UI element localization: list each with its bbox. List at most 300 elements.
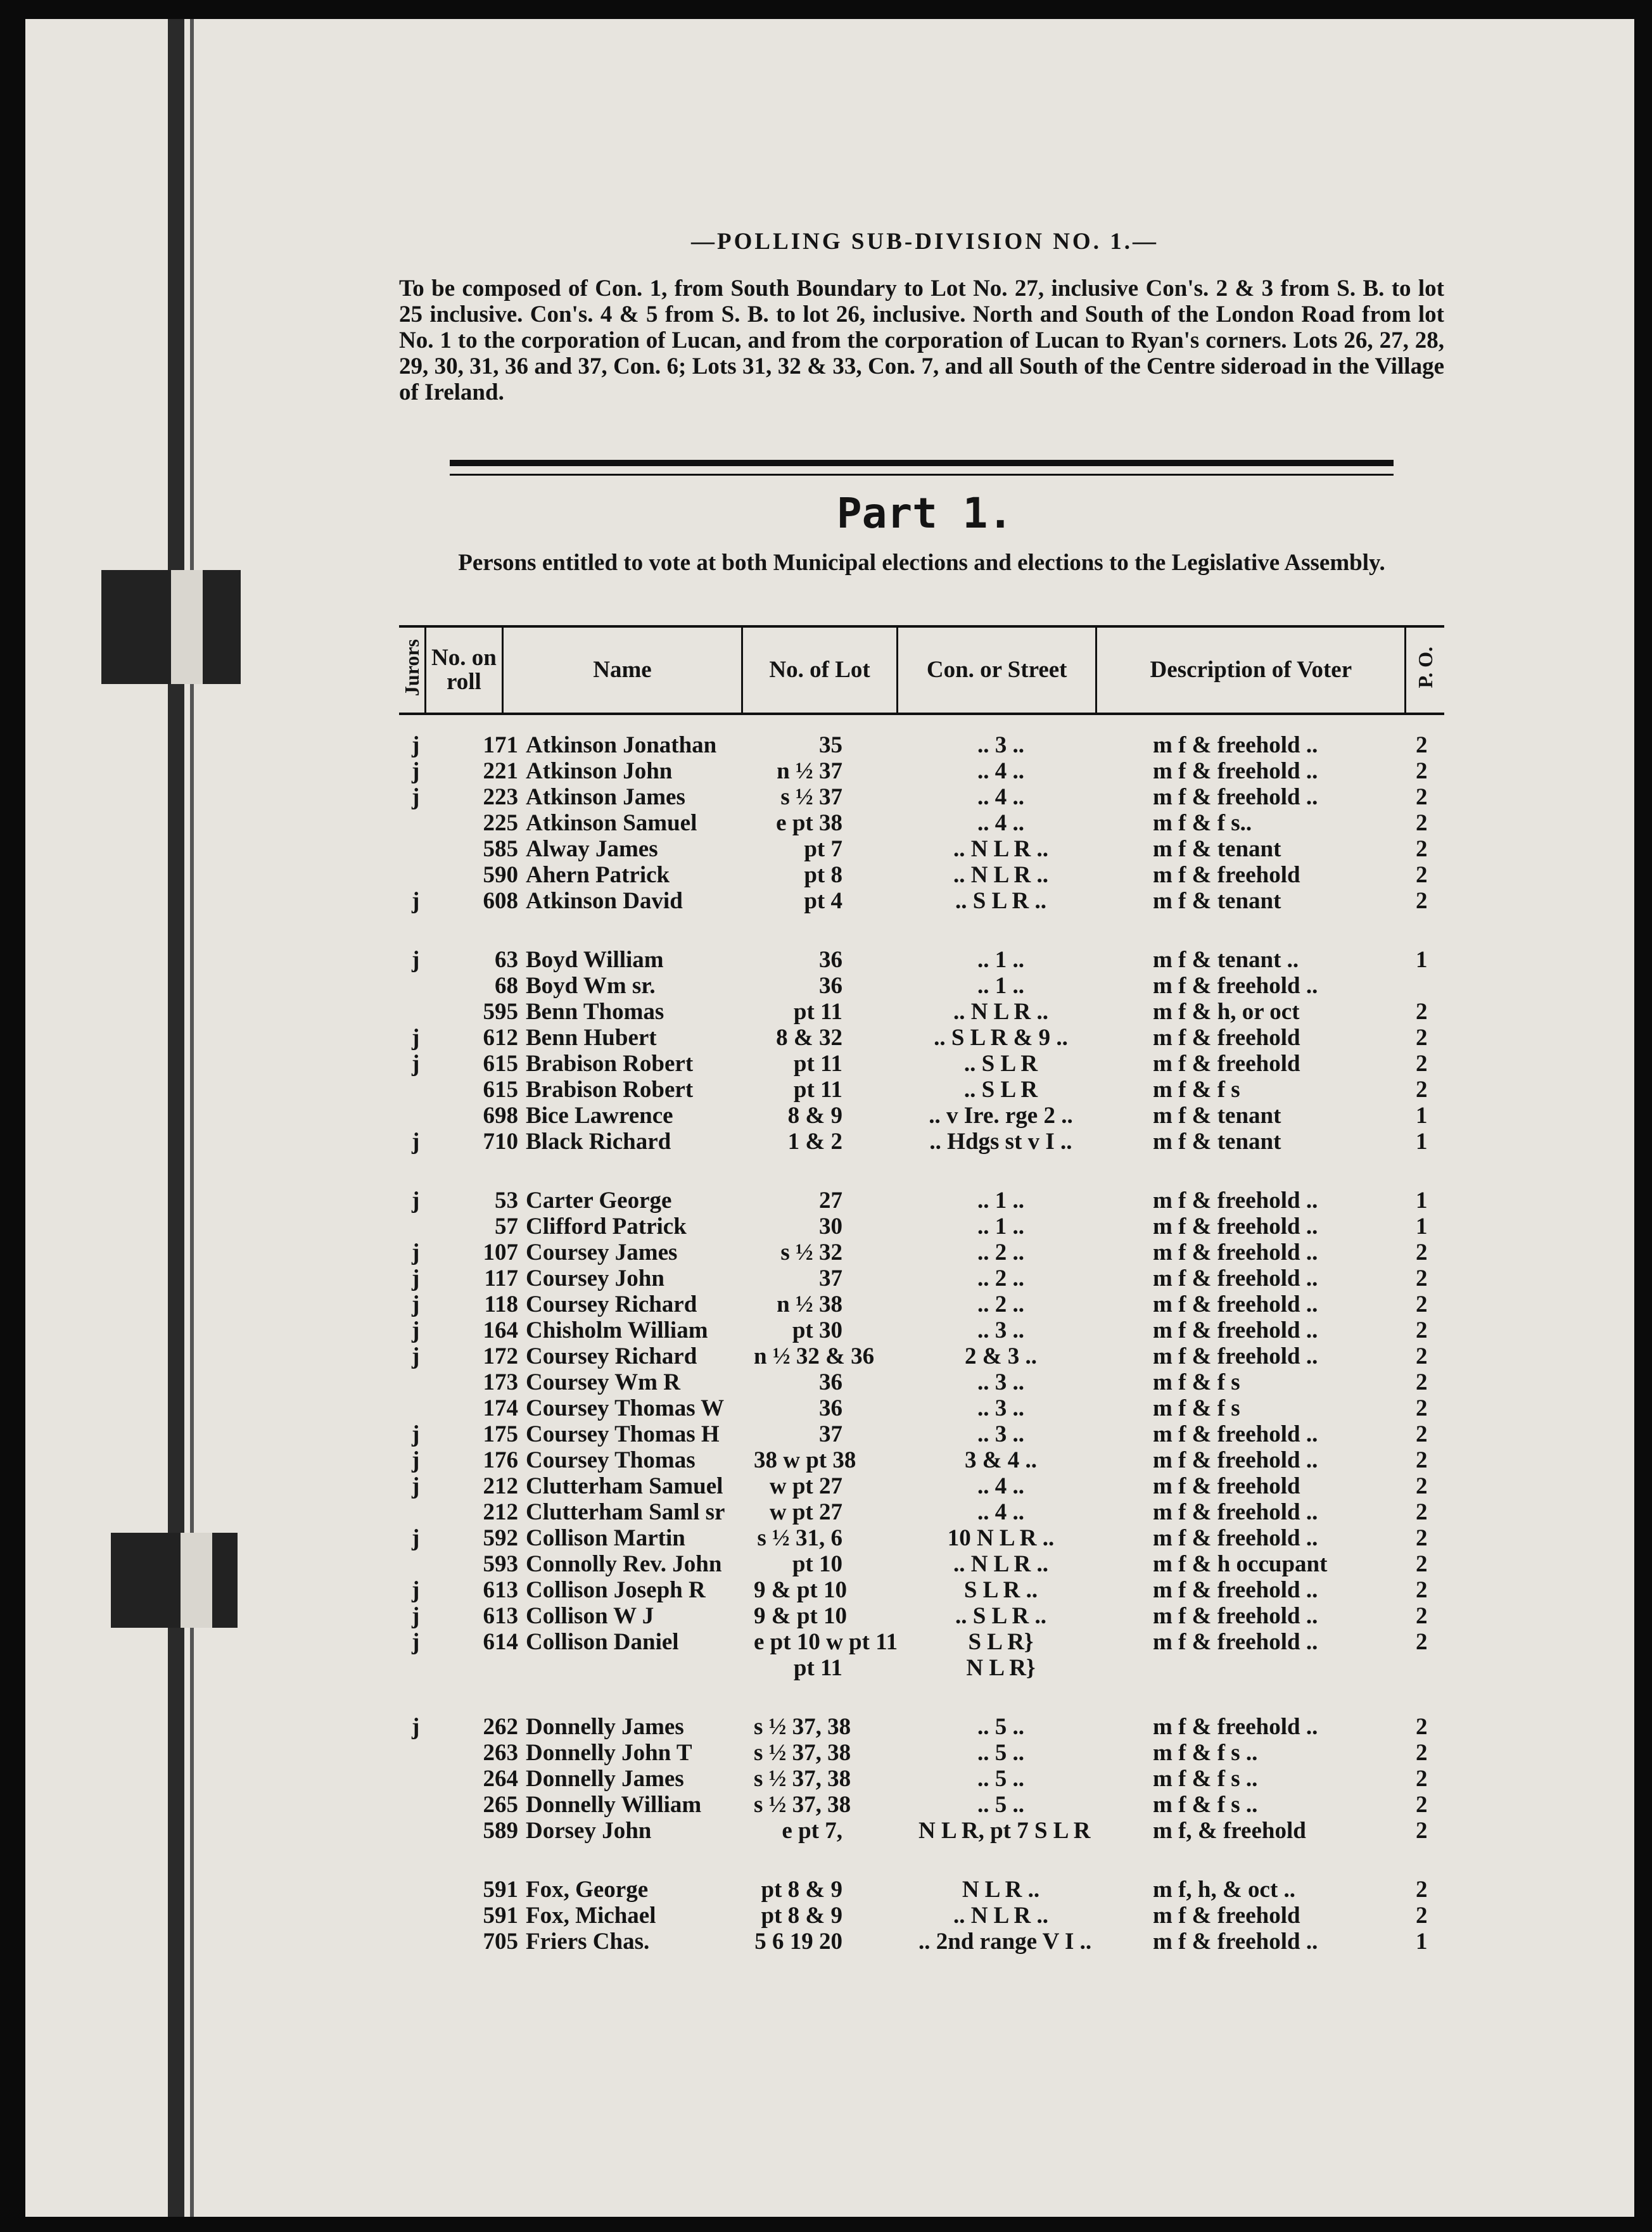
voter-description: m f & freehold .. (1153, 1265, 1318, 1291)
roll-number: 225 (483, 810, 518, 836)
table-row (399, 1050, 1444, 1076)
juror-mark: j (412, 1603, 420, 1629)
roll-number: 212 (483, 1473, 518, 1499)
voter-description: m f & tenant (1153, 1129, 1281, 1155)
table-row (399, 1128, 1444, 1154)
voter-description: m f, & freehold (1153, 1818, 1306, 1844)
col-no-of-lot: No. of Lot (742, 626, 898, 714)
roll-number: 63 (495, 947, 518, 973)
lot-number: pt 10 (792, 1551, 842, 1577)
table-row (399, 1291, 1444, 1317)
concession: .. N L R .. (953, 999, 1049, 1025)
lot-number: e pt 7, (782, 1818, 842, 1844)
lot-number: 37 (819, 1421, 842, 1447)
lot-number: 38 w pt 38 (754, 1447, 856, 1473)
concession: S L R .. (963, 1577, 1038, 1603)
voter-name: Atkinson Samuel (526, 810, 697, 836)
roll-number: 263 (483, 1740, 518, 1766)
juror-mark: j (412, 758, 420, 784)
lot-number: s ½ 37, 38 (754, 1792, 851, 1818)
voter-description: m f & freehold .. (1153, 1525, 1318, 1551)
lot-number: w pt 27 (769, 1499, 842, 1525)
roll-number: 164 (483, 1317, 518, 1343)
voter-description: m f & freehold .. (1153, 784, 1318, 810)
lot-number: pt 11 (793, 1077, 842, 1103)
table-row (399, 1395, 1444, 1421)
voter-description: m f & freehold .. (1153, 1317, 1318, 1343)
lot-number: pt 7 (804, 836, 842, 862)
col-description: Description of Voter (1096, 626, 1406, 714)
juror-mark: j (412, 784, 420, 810)
voter-name: Friers Chas. (526, 1929, 650, 1955)
concession: .. S L R .. (955, 888, 1046, 914)
voter-description: m f & freehold .. (1153, 1447, 1318, 1473)
post-office: 2 (1416, 1240, 1428, 1265)
voter-name: Brabison Robert (526, 1077, 694, 1103)
voter-name: Benn Thomas (526, 999, 664, 1025)
juror-mark: j (412, 1714, 420, 1740)
post-office: 2 (1416, 1766, 1428, 1792)
lot-number: 9 & pt 10 (754, 1577, 847, 1603)
juror-mark: j (412, 1577, 420, 1603)
voter-name: Atkinson Jonathan (526, 732, 717, 758)
concession: .. 5 .. (977, 1714, 1024, 1740)
juror-mark: j (412, 1025, 420, 1051)
part-intro: Persons entitled to vote at both Municipal elections and elections to the Legislative Assembly. (458, 550, 1385, 576)
voter-description: m f & f s .. (1153, 1766, 1258, 1792)
roll-number: 175 (483, 1421, 518, 1447)
juror-mark: j (412, 1343, 420, 1369)
voter-description: m f & freehold (1153, 1051, 1300, 1077)
post-office: 2 (1416, 1317, 1428, 1343)
table-row (399, 1525, 1444, 1550)
concession: .. 4 .. (977, 758, 1024, 784)
voter-name: Donnelly James (526, 1766, 684, 1792)
table-row (399, 1928, 1444, 1954)
roll-number: 608 (483, 888, 518, 914)
voter-description: m f & freehold .. (1153, 1929, 1318, 1955)
table-row (399, 1343, 1444, 1369)
roll-number: 174 (483, 1395, 518, 1421)
juror-mark: j (412, 947, 420, 973)
juror-mark: j (412, 1265, 420, 1291)
table-row (399, 1102, 1444, 1128)
concession: .. 1 .. (977, 947, 1024, 973)
voter-name: Coursey Thomas H (526, 1421, 720, 1447)
post-office: 1 (1416, 1103, 1428, 1129)
roll-number: 589 (483, 1818, 518, 1844)
lot-number: 8 & 32 (776, 1025, 842, 1051)
table-row (399, 1024, 1444, 1050)
juror-mark: j (412, 1525, 420, 1551)
post-office: 2 (1416, 1629, 1428, 1655)
roll-number: 265 (483, 1792, 518, 1818)
col-po: P. O. (1414, 647, 1437, 688)
roll-number: 595 (483, 999, 518, 1025)
table-row (399, 1473, 1444, 1499)
col-no-on-roll: No. on roll (425, 626, 502, 714)
table-row (399, 1447, 1444, 1473)
juror-mark: j (412, 1240, 420, 1265)
voter-name: Brabison Robert (526, 1051, 694, 1077)
lot-number: 36 (819, 973, 842, 999)
col-name: Name (502, 626, 742, 714)
roll-number: 53 (495, 1188, 518, 1214)
lot-number: n ½ 32 & 36 (754, 1343, 875, 1369)
lot-number: pt 8 & 9 (761, 1903, 842, 1929)
voter-name: Clifford Patrick (526, 1214, 687, 1240)
voter-name: Boyd William (526, 947, 664, 973)
post-office: 1 (1416, 1929, 1428, 1955)
post-office: 2 (1416, 1577, 1428, 1603)
post-office: 2 (1416, 1077, 1428, 1103)
table-row (399, 1654, 1444, 1680)
voter-description: m f & freehold .. (1153, 973, 1318, 999)
lot-number: pt 11 (793, 999, 842, 1025)
table-row (399, 1421, 1444, 1447)
post-office: 2 (1416, 1473, 1428, 1499)
voter-description: m f & freehold (1153, 862, 1300, 888)
table-row (399, 1265, 1444, 1291)
post-office: 2 (1416, 1395, 1428, 1421)
post-office: 2 (1416, 1369, 1428, 1395)
voter-description: m f & freehold .. (1153, 758, 1318, 784)
table-row (399, 946, 1444, 972)
table-row (399, 887, 1444, 913)
table-row (399, 809, 1444, 835)
juror-mark: j (412, 732, 420, 758)
group-gap (399, 1680, 1444, 1713)
voter-description: m f & freehold .. (1153, 732, 1318, 758)
voter-description: m f & f s (1153, 1369, 1240, 1395)
post-office: 2 (1416, 1877, 1428, 1903)
group-gap (399, 1154, 1444, 1187)
table-row (399, 1576, 1444, 1602)
lot-number: 36 (819, 947, 842, 973)
table-row (399, 732, 1444, 758)
roll-number: 585 (483, 836, 518, 862)
post-office: 1 (1416, 1188, 1428, 1214)
post-office: 2 (1416, 1025, 1428, 1051)
roll-number: 223 (483, 784, 518, 810)
voter-name: Atkinson David (526, 888, 683, 914)
voter-name: Collison Daniel (526, 1629, 679, 1655)
concession: .. 1 .. (977, 1214, 1024, 1240)
concession: 3 & 4 .. (964, 1447, 1038, 1473)
lot-number: 9 & pt 10 (754, 1603, 847, 1629)
post-office: 2 (1416, 1551, 1428, 1577)
voter-description: m f & f s (1153, 1395, 1240, 1421)
concession: N L R} (966, 1655, 1036, 1681)
lot-number: s ½ 37 (780, 784, 842, 810)
voter-name: Alway James (526, 836, 658, 862)
concession: N L R .. (962, 1877, 1040, 1903)
post-office: 2 (1416, 1792, 1428, 1818)
voter-name: Coursey Thomas W (526, 1395, 725, 1421)
concession: .. 1 .. (977, 1188, 1024, 1214)
juror-mark: j (412, 1291, 420, 1317)
roll-number: 705 (483, 1929, 518, 1955)
post-office: 2 (1416, 1603, 1428, 1629)
roll-number: 710 (483, 1129, 518, 1155)
concession: .. Hdgs st v I .. (929, 1129, 1072, 1155)
voter-name: Fox, George (526, 1877, 649, 1903)
voter-description: m f, h, & oct .. (1153, 1877, 1296, 1903)
lot-number: s ½ 32 (780, 1240, 842, 1265)
concession: .. 2nd range V I .. (918, 1929, 1092, 1955)
table-row (399, 1602, 1444, 1628)
lot-number: s ½ 31, 6 (757, 1525, 842, 1551)
concession: .. 4 .. (977, 810, 1024, 836)
post-office: 2 (1416, 1740, 1428, 1766)
voter-name: Clutterham Samuel (526, 1473, 723, 1499)
voter-description: m f & tenant (1153, 836, 1281, 862)
concession: .. 3 .. (977, 1317, 1024, 1343)
lot-number: pt 8 (804, 862, 842, 888)
concession: 10 N L R .. (947, 1525, 1055, 1551)
post-office: 2 (1416, 810, 1428, 836)
roll-number: 613 (483, 1603, 518, 1629)
post-office: 2 (1416, 1818, 1428, 1844)
concession: .. 5 .. (977, 1792, 1024, 1818)
roll-number: 592 (483, 1525, 518, 1551)
lot-number: e pt 38 (776, 810, 842, 836)
table-header (399, 625, 1444, 715)
voter-description: m f & h, or oct (1153, 999, 1300, 1025)
concession: .. 2 .. (977, 1240, 1024, 1265)
table-row (399, 1765, 1444, 1791)
roll-number: 221 (483, 758, 518, 784)
table-row (399, 1902, 1444, 1928)
voter-description: m f & freehold .. (1153, 1499, 1318, 1525)
voter-description: m f & freehold .. (1153, 1214, 1318, 1240)
roll-number: 262 (483, 1714, 518, 1740)
table-row (399, 835, 1444, 861)
roll-number: 172 (483, 1343, 518, 1369)
lot-number: pt 30 (792, 1317, 842, 1343)
concession: .. 5 .. (977, 1766, 1024, 1792)
voter-name: Boyd Wm sr. (526, 973, 656, 999)
voter-name: Chisholm William (526, 1317, 708, 1343)
concession: N L R, pt 7 S L R (918, 1818, 1091, 1844)
voter-description: m f & freehold .. (1153, 1629, 1318, 1655)
voter-description: m f & freehold .. (1153, 1291, 1318, 1317)
lot-number: 1 & 2 (787, 1129, 842, 1155)
voter-description: m f & f s .. (1153, 1740, 1258, 1766)
table-row (399, 1817, 1444, 1843)
lot-number: pt 4 (804, 888, 842, 914)
table-row (399, 1713, 1444, 1739)
voter-description: m f & freehold (1153, 1903, 1300, 1929)
lot-number: pt 11 (793, 1655, 842, 1681)
post-office: 2 (1416, 888, 1428, 914)
lot-number: s ½ 37, 38 (754, 1740, 851, 1766)
table-row (399, 1187, 1444, 1213)
voter-description: m f & f s.. (1153, 810, 1252, 836)
post-office: 2 (1416, 1447, 1428, 1473)
post-office: 2 (1416, 999, 1428, 1025)
concession: .. N L R .. (953, 862, 1049, 888)
juror-mark: j (412, 1188, 420, 1214)
roll-number: 118 (484, 1291, 518, 1317)
binding-clip-top (101, 570, 241, 684)
juror-mark: j (412, 1421, 420, 1447)
post-office: 1 (1416, 1214, 1428, 1240)
roll-number: 612 (483, 1025, 518, 1051)
voter-name: Ahern Patrick (526, 862, 670, 888)
voter-description: m f & tenant (1153, 1103, 1281, 1129)
post-office: 2 (1416, 1903, 1428, 1929)
table-row (399, 861, 1444, 887)
concession: .. 2 .. (977, 1265, 1024, 1291)
roll-number: 591 (483, 1903, 518, 1929)
voter-name: Collison Joseph R (526, 1577, 706, 1603)
voter-name: Dorsey John (526, 1818, 652, 1844)
roll-number: 613 (483, 1577, 518, 1603)
table-row (399, 1739, 1444, 1765)
roll-number: 590 (483, 862, 518, 888)
binding-edge (168, 19, 184, 2217)
roll-number: 593 (483, 1551, 518, 1577)
page-heading: —POLLING SUB-DIVISION NO. 1.— (691, 229, 1159, 255)
juror-mark: j (412, 1629, 420, 1655)
juror-mark: j (412, 1051, 420, 1077)
voter-description: m f & f s (1153, 1077, 1240, 1103)
concession: 2 & 3 .. (964, 1343, 1038, 1369)
col-con-or-street: Con. or Street (898, 626, 1096, 714)
voter-name: Donnelly William (526, 1792, 702, 1818)
concession: .. 3 .. (977, 1395, 1024, 1421)
concession: .. S L R & 9 .. (934, 1025, 1068, 1051)
concession: .. 3 .. (977, 732, 1024, 758)
concession: .. 4 .. (977, 1499, 1024, 1525)
table-row (399, 998, 1444, 1024)
concession: .. 5 .. (977, 1740, 1024, 1766)
table-row (399, 1213, 1444, 1239)
voter-description: m f & freehold .. (1153, 1577, 1318, 1603)
post-office: 2 (1416, 732, 1428, 758)
table-row (399, 1317, 1444, 1343)
post-office: 2 (1416, 1421, 1428, 1447)
voter-description: m f & freehold (1153, 1025, 1300, 1051)
roll-number: 615 (483, 1051, 518, 1077)
voter-description: m f & freehold .. (1153, 1603, 1318, 1629)
lot-number: s ½ 37, 38 (754, 1714, 851, 1740)
concession: .. 1 .. (977, 973, 1024, 999)
voter-description: m f & f s .. (1153, 1792, 1258, 1818)
roll-number: 68 (495, 973, 518, 999)
post-office: 2 (1416, 1714, 1428, 1740)
table-row (399, 783, 1444, 809)
post-office: 2 (1416, 1499, 1428, 1525)
post-office: 2 (1416, 1265, 1428, 1291)
juror-mark: j (412, 1473, 420, 1499)
voter-name: Collison W J (526, 1603, 654, 1629)
voter-description: m f & freehold .. (1153, 1421, 1318, 1447)
table-row (399, 972, 1444, 998)
roll-number: 212 (483, 1499, 518, 1525)
voter-description: m f & freehold .. (1153, 1188, 1318, 1214)
voter-name: Coursey Richard (526, 1343, 697, 1369)
voter-name: Bice Lawrence (526, 1103, 673, 1129)
concession: .. 3 .. (977, 1369, 1024, 1395)
roll-number: 614 (483, 1629, 518, 1655)
roll-number: 264 (483, 1766, 518, 1792)
voter-description: m f & freehold .. (1153, 1240, 1318, 1265)
concession: .. 4 .. (977, 784, 1024, 810)
lot-number: 8 & 9 (787, 1103, 842, 1129)
voter-name: Coursey Thomas (526, 1447, 696, 1473)
table-row (399, 1791, 1444, 1817)
lot-number: 35 (819, 732, 842, 758)
table-row (399, 1628, 1444, 1654)
table-row (399, 1369, 1444, 1395)
voter-description: m f & tenant .. (1153, 947, 1299, 973)
lot-number: pt 8 & 9 (761, 1877, 842, 1903)
voter-name: Donnelly John T (526, 1740, 692, 1766)
voter-name: Coursey Richard (526, 1291, 697, 1317)
concession: .. N L R .. (953, 1551, 1049, 1577)
lot-number: pt 11 (793, 1051, 842, 1077)
voter-description: m f & freehold (1153, 1473, 1300, 1499)
post-office: 1 (1416, 1129, 1428, 1155)
post-office: 2 (1416, 836, 1428, 862)
post-office: 2 (1416, 1525, 1428, 1551)
group-gap (399, 913, 1444, 946)
post-office: 2 (1416, 1051, 1428, 1077)
roll-number: 173 (483, 1369, 518, 1395)
concession: .. 3 .. (977, 1421, 1024, 1447)
concession: .. 4 .. (977, 1473, 1024, 1499)
lot-number: w pt 27 (769, 1473, 842, 1499)
binding-clip-bottom (111, 1533, 238, 1628)
lot-number: 36 (819, 1369, 842, 1395)
voter-name: Connolly Rev. John (526, 1551, 722, 1577)
lot-number: e pt 10 w pt 11 (754, 1629, 898, 1655)
post-office: 2 (1416, 862, 1428, 888)
roll-number: 176 (483, 1447, 518, 1473)
part-title: Part 1. (836, 489, 1013, 538)
voter-name: Black Richard (526, 1129, 671, 1155)
post-office: 2 (1416, 1343, 1428, 1369)
concession: S L R} (968, 1629, 1034, 1655)
table-row (399, 1550, 1444, 1576)
lot-number: 27 (819, 1188, 842, 1214)
voter-name: Carter George (526, 1188, 672, 1214)
concession: .. N L R .. (953, 1903, 1049, 1929)
voter-name: Atkinson James (526, 784, 685, 810)
juror-mark: j (412, 1447, 420, 1473)
lot-number: 5 6 19 20 (754, 1929, 842, 1955)
concession: .. S L R (963, 1051, 1038, 1077)
juror-mark: j (412, 1129, 420, 1155)
post-office: 2 (1416, 784, 1428, 810)
voter-description: m f & freehold .. (1153, 1343, 1318, 1369)
table-row (399, 1876, 1444, 1902)
voter-name: Benn Hubert (526, 1025, 657, 1051)
voter-description: m f & freehold .. (1153, 1714, 1318, 1740)
roll-number: 698 (483, 1103, 518, 1129)
group-gap (399, 1843, 1444, 1876)
divider-thin (450, 474, 1394, 476)
concession: .. 2 .. (977, 1291, 1024, 1317)
post-office: 2 (1416, 758, 1428, 784)
lot-number: n ½ 38 (777, 1291, 842, 1317)
lot-number: 36 (819, 1395, 842, 1421)
voter-name: Coursey John (526, 1265, 664, 1291)
table-row (399, 1239, 1444, 1265)
col-jurors: Jurors (400, 638, 423, 697)
